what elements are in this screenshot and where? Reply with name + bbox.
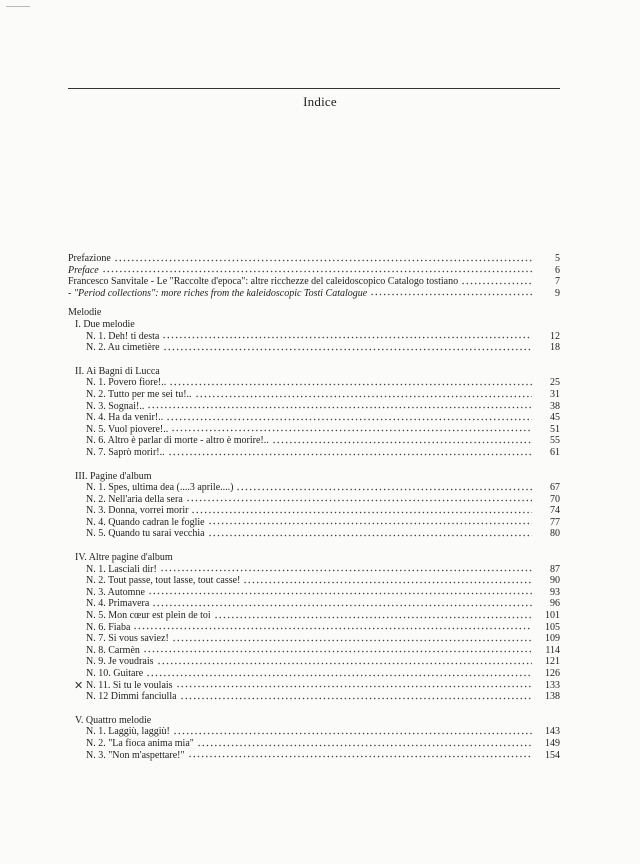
page-number: 80 (550, 528, 560, 540)
page-number: 109 (545, 633, 560, 645)
toc-entry (68, 265, 560, 277)
entry-title: N. 1. Laggiù, laggiù! (86, 726, 170, 738)
dot-leader (114, 253, 532, 262)
page-number: 18 (550, 342, 560, 354)
entry-title: N. 4. Quando cadran le foglie (86, 516, 205, 528)
page-number: 7 (555, 276, 560, 288)
toc-entry (68, 505, 560, 517)
toc-entry (68, 750, 560, 762)
entry-title: N. 5. Mon cœur est plein de toi (86, 610, 211, 622)
entry-title: N. 2. Au cimetière (86, 342, 160, 354)
dot-leader (191, 505, 532, 514)
spacer (68, 299, 560, 307)
front-matter (68, 253, 560, 299)
page-number: 45 (550, 412, 560, 424)
dot-leader (173, 726, 532, 735)
entry-title: N. 2. Tutto per me sei tu!.. (86, 388, 192, 400)
page-number: 51 (550, 423, 560, 435)
page-number: 101 (545, 610, 560, 622)
toc-entry (68, 633, 560, 645)
entry-title: N. 4. Primavera (86, 598, 150, 610)
page-number: 38 (550, 400, 560, 412)
entry-title: N. 10. Guitare (86, 668, 144, 679)
dot-leader (188, 749, 532, 758)
entry-title: N. 2. "La fioca anima mia" (86, 737, 194, 749)
table-of-contents (68, 253, 560, 761)
toc-entry (68, 610, 560, 622)
page-number: 61 (550, 446, 560, 458)
toc-entry (68, 587, 560, 599)
dot-leader (157, 656, 533, 665)
spacer (68, 540, 560, 552)
entry-title: N. 1. Lasciali dir! (86, 563, 157, 575)
entry-title: N. 3. "Non m'aspettare!" (86, 749, 185, 761)
entry-title: N. 6. Fiaba (86, 621, 131, 633)
toc-entry (68, 494, 560, 506)
page-number: 126 (545, 668, 560, 679)
dot-leader (169, 377, 532, 386)
toc-entry (68, 389, 560, 401)
page-number: 105 (545, 621, 560, 633)
page-title: Indice (303, 94, 337, 109)
page-number: 77 (550, 516, 560, 528)
dot-leader (195, 389, 532, 398)
spacer (68, 354, 560, 366)
entry-title: N. 9. Je voudrais (86, 656, 154, 668)
entry-title: N. 2. Nell'aria della sera (86, 493, 183, 505)
spacer (68, 703, 560, 715)
toc-entry (68, 435, 560, 447)
dot-leader (370, 287, 532, 296)
section-heading: II. Ai Bagni di Lucca (75, 365, 160, 377)
toc-entry (68, 645, 560, 657)
dot-leader (272, 435, 532, 444)
toc-entry (68, 517, 560, 529)
spacer (68, 459, 560, 471)
toc-entry (68, 726, 560, 738)
entry-title: Francesco Sanvitale - Le "Raccolte d'epoca": altre ricchezze del caleidoscopico Catalogo tostiano (68, 276, 459, 288)
page-number: 138 (545, 691, 560, 703)
toc-entry (68, 622, 560, 634)
dot-leader (208, 528, 532, 537)
toc-entry (68, 691, 560, 703)
dot-leader (143, 644, 532, 653)
toc-entry (68, 598, 560, 610)
toc-entry (68, 656, 560, 668)
page-number: 67 (550, 482, 560, 494)
page-number: 74 (550, 505, 560, 517)
page-number: 55 (550, 435, 560, 447)
toc-entry (68, 564, 560, 576)
page-number: 9 (555, 287, 560, 299)
entry-title: N. 7. Saprò morir!.. (86, 446, 165, 458)
section-heading: IV. Altre pagine d'album (75, 552, 173, 564)
toc-entry (68, 276, 560, 288)
entry-title: N. 7. Si vous saviez! (86, 633, 169, 645)
toc-entry (68, 424, 560, 436)
entry-title: N. 1. Spes, ultima dea (....3 aprile....) (86, 482, 234, 494)
page-number: 31 (550, 388, 560, 400)
dot-leader (180, 691, 532, 700)
scan-corner-mark (6, 6, 30, 7)
dot-leader (146, 668, 532, 677)
entry-title: N. 3. Donna, vorrei morir (86, 505, 189, 517)
dot-leader (168, 447, 532, 456)
toc-entry (68, 377, 560, 389)
entry-title: N. 5. Quando tu sarai vecchia (86, 528, 205, 540)
toc-entry (68, 575, 560, 587)
page-number: 12 (550, 330, 560, 342)
page-number: 114 (545, 644, 560, 656)
dot-leader (214, 610, 532, 619)
dot-leader (102, 264, 532, 273)
dot-leader (160, 563, 532, 572)
entry-title: N. 12 Dimmi fanciulla (86, 691, 177, 703)
toc-entry (68, 447, 560, 459)
dot-leader (172, 633, 532, 642)
section-heading: III. Pagine d'album (75, 470, 152, 482)
page-number: 149 (545, 737, 560, 749)
entry-title: N. 1. Deh! ti desta (86, 330, 160, 342)
page-number: 93 (550, 586, 560, 598)
handwritten-x-mark: ✕ (74, 679, 84, 692)
toc-entry (68, 680, 560, 692)
dot-leader (461, 276, 532, 285)
dot-leader (236, 482, 532, 491)
page-number: 96 (550, 598, 560, 610)
entry-title: N. 2. Tout passe, tout lasse, tout casse! (86, 575, 241, 587)
toc-entry (68, 401, 560, 413)
dot-leader (152, 598, 532, 607)
dot-leader (171, 423, 532, 432)
toc-entry (68, 253, 560, 265)
toc-entry (68, 738, 560, 750)
entry-title: N. 8. Carmèn (86, 644, 140, 656)
dot-leader (197, 738, 532, 747)
dot-leader (186, 493, 532, 502)
toc-entry (68, 412, 560, 424)
entry-title: N. 1. Povero fiore!.. (86, 377, 167, 389)
page-number: 143 (545, 726, 560, 738)
section-heading: V. Quattro melodie (75, 714, 152, 726)
entry-title: N. 6. Altro è parlar di morte - altro è morire!.. (86, 435, 269, 447)
dot-leader (176, 679, 532, 688)
entry-title: Preface (68, 264, 99, 276)
dot-leader (243, 575, 532, 584)
page-number: 133 (545, 679, 560, 691)
entry-title: N. 3. Automne (86, 586, 145, 598)
dot-leader (208, 516, 532, 525)
dot-leader (148, 586, 532, 595)
entry-title: Prefazione (68, 253, 111, 264)
page-number: 25 (550, 377, 560, 389)
toc-entry (68, 342, 560, 354)
entry-title: N. 4. Ha da venir!.. (86, 412, 164, 424)
entry-title: N. 3. Sognai!.. (86, 400, 145, 412)
dot-leader (133, 621, 532, 630)
page-number: 121 (545, 656, 560, 668)
entry-title: - "Period collections": more riches from the kaleidoscopic Tosti Catalogue (68, 287, 368, 299)
toc-entry (68, 288, 560, 300)
section-heading: I. Due melodie (75, 318, 135, 330)
page-number: 6 (555, 264, 560, 276)
toc-entry (68, 668, 560, 680)
page-number: 87 (550, 563, 560, 575)
toc-entry (68, 482, 560, 494)
part-title: Melodie (68, 307, 102, 319)
dot-leader (162, 330, 532, 339)
page-number: 5 (555, 253, 560, 264)
dot-leader (166, 412, 532, 421)
entry-title: N. 5. Vuol piovere!.. (86, 423, 169, 435)
page-number: 154 (545, 749, 560, 761)
toc-sections (68, 319, 560, 761)
toc-entry (68, 331, 560, 343)
dot-leader (163, 342, 532, 351)
dot-leader (147, 400, 532, 409)
header-rule (68, 88, 560, 89)
page-number: 90 (550, 575, 560, 587)
page-number: 70 (550, 493, 560, 505)
toc-entry (68, 528, 560, 540)
entry-title: N. 11. Si tu le voulais (86, 679, 173, 691)
